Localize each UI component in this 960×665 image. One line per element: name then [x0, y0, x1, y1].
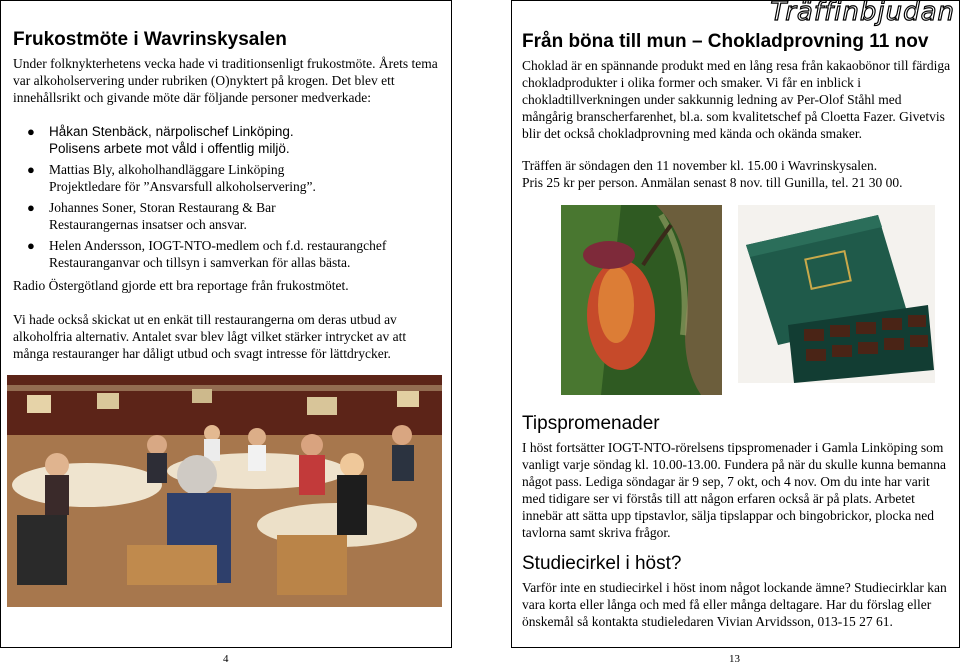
breakfast-article	[13, 29, 443, 106]
speaker-topic: Restauranganvar och tillsyn i samverkan för allas bästa.	[49, 255, 351, 270]
study-title: Studiecirkel i höst?	[522, 553, 682, 574]
chocolate-article	[522, 31, 954, 191]
breakfast-title: Frukostmöte i Wavrinskysalen	[13, 29, 287, 50]
list-item	[13, 123, 443, 157]
speaker-line: Johannes Soner, Storan Restaurang & Bar	[49, 200, 276, 215]
bullet-icon: ●	[27, 200, 35, 215]
walks-title: Tipspromenader	[522, 413, 660, 434]
walks-article	[522, 413, 954, 541]
survey-note: Vi hade också skickat ut en enkät till restaurangerna om deras utbud av alkoholfria alternativ. Antalet svar blev lågt vilket stärker intrycket av att många restauranger har dåligt utbud och svagt intresse för lättdrycker.	[13, 312, 407, 361]
speaker-topic: Projektledare för ”Ansvarsfull alkoholservering”.	[49, 179, 316, 194]
page-number-right: 13	[729, 653, 740, 665]
speaker-list	[13, 123, 443, 275]
chocolate-box-art	[738, 205, 935, 383]
chocolate-price: Pris 25 kr per person. Anmälan senast 8 nov. till Gunilla, tel. 21 30 00.	[522, 175, 903, 190]
cocoa-art	[561, 205, 722, 395]
speaker-line: Helen Andersson, IOGT-NTO-medlem och f.d. restaurangchef	[49, 238, 387, 253]
bullet-icon: ●	[27, 238, 35, 253]
list-item	[13, 237, 443, 271]
study-article	[522, 553, 954, 630]
page-number-left: 4	[223, 653, 229, 665]
chocolate-box-photo	[738, 205, 935, 383]
list-item	[13, 161, 443, 195]
chocolate-title: Från böna till mun – Chokladprovning 11 nov	[522, 31, 929, 52]
radio-note: Radio Östergötland gjorde ett bra reportage från frukostmötet.	[13, 278, 349, 293]
chocolate-body: Choklad är en spännande produkt med en lång resa från kakaobönor till färdiga chokladprodukter i olika former och smaker. Vi får en inblick i chokladtillverkningen under sakkunnig ledning av Per-Olof Ståhl med mångårig branscherfarenhet, bl.a. som kvalitetschef på Cloetta Fazer. Givetvis blir det också chokladprovning med kända och okända smaker.	[522, 58, 951, 141]
walks-body: I höst fortsätter IOGT-NTO-rörelsens tipspromenader i Gamla Linköping som vanligt varje söndag kl. 10.00-13.00. Fundera på när du skulle kunna bemanna något pass. Lediga söndagar är 9 sep, 7 okt, och 4 nov. Om du inte har varit med tidigare ser vi förstås till att någon erfaren också är på plats. Arbetet innebär att sätta upp tipstavlor, sälja tipslappar och bingobrickor, plocka ned tavlorna samt skriva frågor.	[522, 440, 947, 540]
brand-heading: Träffinbjudan	[770, 0, 955, 27]
list-item	[13, 199, 443, 233]
speaker-line: Håkan Stenbäck, närpolischef Linköping.	[49, 124, 294, 139]
breakfast-intro: Under folknykterhetens vecka hade vi traditionsenligt frukostmöte. Årets tema var alkoholservering under rubriken (O)nyktert på krogen. Det blev ett innehållsrikt och givande möte där följande personer medverkade:	[13, 56, 438, 105]
meeting-photo	[7, 375, 442, 607]
speaker-line: Mattias Bly, alkoholhandläggare Linköping	[49, 162, 285, 177]
page-right	[511, 0, 960, 648]
bullet-icon: ●	[27, 124, 35, 139]
study-body: Varför inte en studiecirkel i höst inom något lockande ämne? Studiecirklar kan vara korta eller långa och med få eller många deltagare. Har du förslag eller önskemål så kontakta studieledaren Vivian Arvidsson, 013-15 27 61.	[522, 580, 947, 629]
speaker-topic: Restaurangernas insatser och ansvar.	[49, 217, 247, 232]
meeting-photo-art	[7, 375, 442, 607]
speaker-topic: Polisens arbete mot våld i offentlig miljö.	[49, 141, 290, 156]
bullet-icon: ●	[27, 162, 35, 177]
chocolate-when: Träffen är söndagen den 11 november kl. 15.00 i Wavrinskysalen.	[522, 158, 878, 173]
cocoa-photo	[561, 205, 722, 395]
page-left	[0, 0, 452, 648]
